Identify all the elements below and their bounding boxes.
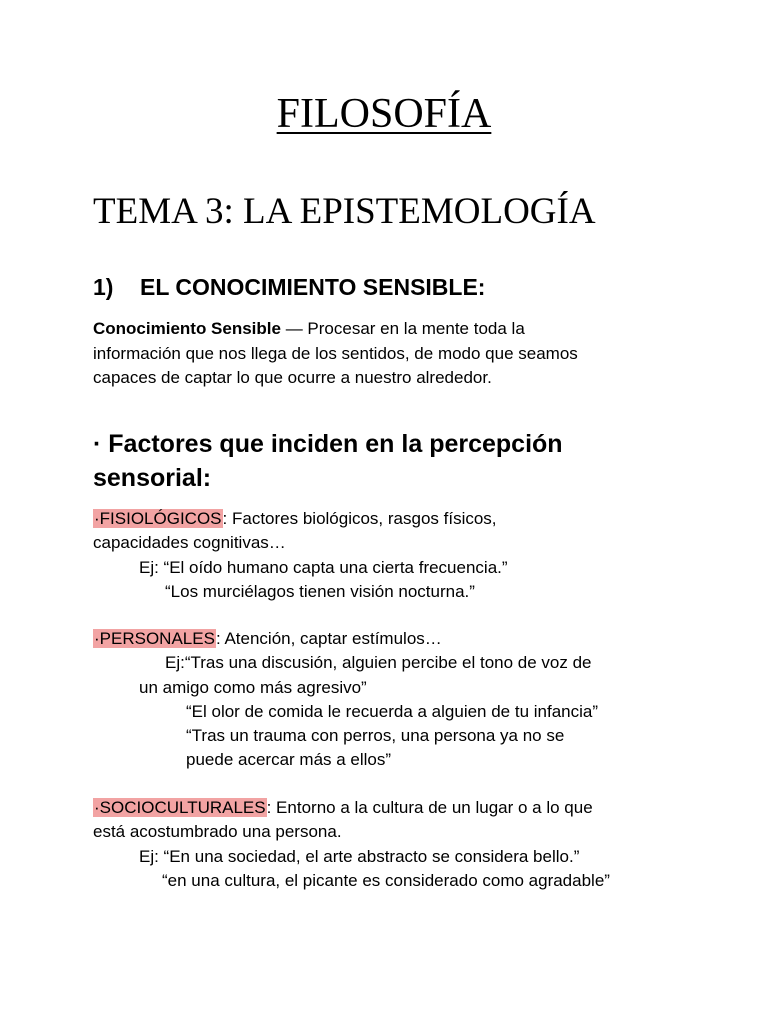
fisiologicos-desc: : Factores biológicos, rasgos físicos, (222, 509, 497, 528)
socioculturales-line (93, 796, 610, 820)
definition-paragraph (93, 317, 673, 391)
personales-line (93, 627, 598, 651)
definition-line-1 (93, 317, 673, 342)
socioculturales-example-2: “en una cultura, el picante es considerado como agradable” (162, 870, 610, 890)
socioculturales-block (93, 796, 610, 893)
definition-term: Conocimiento Sensible (93, 319, 281, 338)
fisiologicos-example-2: “Los murciélagos tienen visión nocturna.” (165, 581, 475, 601)
definition-line-2: información que nos llega de los sentidos, de modo que seamos (93, 343, 578, 363)
fisiologicos-example-1: Ej: “El oído humano capta una cierta frecuencia.” (139, 557, 508, 577)
personales-example-2: “El olor de comida le recuerda a alguien de tu infancia” (186, 701, 599, 721)
fisiologicos-label: ·FISIOLÓGICOS (94, 509, 222, 528)
personales-example-3-cont: puede acercar más a ellos” (186, 750, 392, 770)
factors-heading-line-2: sensorial: (93, 464, 212, 492)
fisiologicos-desc-2: capacidades cognitivas… (93, 533, 286, 553)
socioculturales-desc-2: está acostumbrado una persona. (93, 822, 342, 842)
section-heading (93, 272, 485, 302)
section-title: EL CONOCIMIENTO SENSIBLE: (140, 274, 486, 300)
personales-label: ·PERSONALES (94, 629, 215, 648)
personales-desc: : Atención, captar estímulos… (215, 629, 442, 648)
section-number: 1) (93, 274, 114, 300)
socioculturales-desc: : Entorno a la cultura de un lugar o a lo que (266, 798, 593, 817)
personales-example-1: Ej:“Tras una discusión, alguien percibe el tono de voz de (165, 653, 592, 673)
personales-block (93, 627, 598, 773)
definition-line-3: capaces de captar lo que ocurre a nuestro alrededor. (93, 368, 492, 387)
fisiologicos-line (93, 507, 508, 531)
personales-example-3: “Tras un trauma con perros, una persona ya no se (186, 726, 565, 746)
socioculturales-label: ·SOCIOCULTURALES (94, 798, 266, 817)
document-title (0, 88, 768, 140)
socioculturales-example-1: Ej: “En una sociedad, el arte abstracto se considera bello.” (139, 846, 580, 866)
document-title-text: FILOSOFÍA (276, 91, 492, 137)
topic-heading: TEMA 3: LA EPISTEMOLOGÍA (93, 191, 596, 232)
fisiologicos-block (93, 507, 508, 604)
factors-heading-line-1: · Factores que inciden en la percepción (93, 430, 563, 458)
personales-example-1-cont: un amigo como más agresivo” (139, 677, 367, 697)
factors-heading (93, 427, 563, 495)
definition-text: — Procesar en la mente toda la (280, 319, 525, 338)
